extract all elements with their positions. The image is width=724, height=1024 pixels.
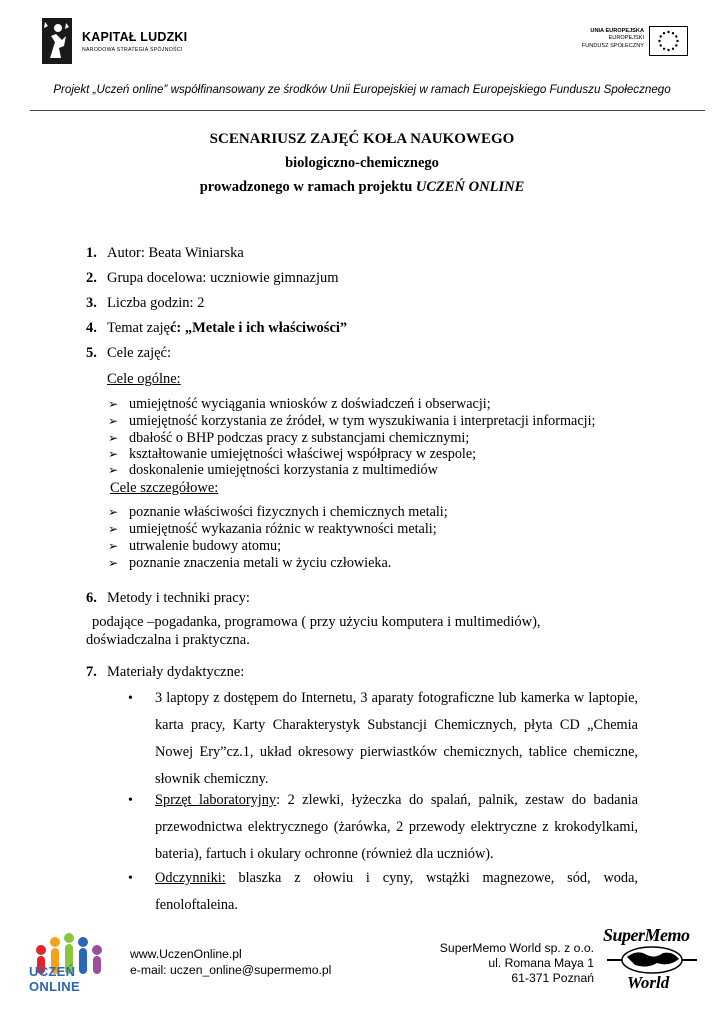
eu-star-icon xyxy=(663,32,665,34)
uczen-online-logo xyxy=(27,930,119,998)
item-number: 7. xyxy=(86,664,97,680)
item-text: Temat zaję xyxy=(107,320,170,336)
eu-line1: UNIA EUROPEJSKA xyxy=(590,28,644,34)
item-number: 3. xyxy=(86,295,97,311)
footer-city: 61-371 Poznań xyxy=(511,971,594,986)
item-text: Grupa docelowa: uczniowie gimnazjum xyxy=(107,270,339,286)
item-number: 6. xyxy=(86,590,97,606)
list-item-goals xyxy=(86,345,171,362)
world-logo-text: World xyxy=(627,973,670,992)
material-item-reagents xyxy=(128,865,638,919)
eu-flag-icon xyxy=(649,26,688,56)
list-item-materials xyxy=(86,664,244,681)
subtitle-project-name: UCZEŃ ONLINE xyxy=(415,179,525,195)
eu-star-icon xyxy=(660,44,662,46)
bullet-dot-icon: • xyxy=(128,793,133,808)
kapital-ludzki-title: KAPITAŁ LUDZKI xyxy=(82,30,188,44)
list-item-methods xyxy=(86,590,250,607)
general-goal-item: ➢ umiejętność wyciągania wniosków z doświadczeń i obserwacji; xyxy=(108,396,491,412)
lab-equipment-label: Sprzęt laboratoryjny xyxy=(155,792,277,808)
kapital-ludzki-emblem-icon xyxy=(42,18,72,64)
arrow-bullet-icon: ➢ xyxy=(108,522,119,536)
eu-logo xyxy=(566,26,688,62)
footer-contact xyxy=(130,947,331,978)
eu-line2: EUROPEJSKI xyxy=(608,35,644,42)
document-title: SCENARIUSZ ZAJĘĆ KOŁA NAUKOWEGO xyxy=(209,131,515,147)
globe-icon xyxy=(607,945,697,975)
arrow-bullet-icon: ➢ xyxy=(108,463,119,477)
bullet-dot-icon: • xyxy=(128,871,133,886)
kapital-ludzki-subtitle: NARODOWA STRATEGIA SPÓJNOŚCI xyxy=(82,47,183,53)
eu-star-icon xyxy=(667,49,669,51)
material-item-equipment: • 3 laptopy z dostępem do Internetu, 3 aparaty fotograficzne lub kamerka w laptopie, karta pracy, Karty Charakterystyk Substancji Chemicznych, płyta CD „Chemia Nowej Ery”cz.1, układ okresowy pierwiastków chemicznych, tablice chemiczne, słownik chemiczny. xyxy=(128,685,638,793)
arrow-bullet-icon: ➢ xyxy=(108,414,119,428)
topic-title: ć: „Metale i ich właściwości” xyxy=(169,320,348,336)
project-cofinancing-line: Projekt „Uczeń online” współfinansowany ze środków Unii Europejskiej w ramach Europejskiego Funduszu Społecznego xyxy=(53,83,671,96)
eu-star-icon xyxy=(667,31,669,33)
general-goals-label: Cele ogólne: xyxy=(107,371,181,387)
eu-star-icon xyxy=(675,35,677,37)
general-goal-item: ➢ kształtowanie umiejętności właściwej współpracy w zespole; xyxy=(108,446,477,462)
item-text: Metody i techniki pracy: xyxy=(107,590,250,606)
header-divider xyxy=(30,110,705,111)
reagents-text: blaszka z ołowiu i cyny, wstążki magnezowe, sód, woda, fenoloftaleina. xyxy=(155,870,638,913)
specific-goal-item: ➢ umiejętność wykazania różnic w reaktywności metali; xyxy=(108,521,437,537)
reagents-label: Odczynniki: xyxy=(155,870,226,886)
item-text: Autor: Beata Winiarska xyxy=(107,245,244,261)
item-number: 5. xyxy=(86,345,97,361)
document-subtitle: biologiczno-chemicznego xyxy=(285,155,439,171)
material-item-lab xyxy=(128,787,638,868)
arrow-bullet-icon: ➢ xyxy=(108,431,119,445)
item-text: Materiały dydaktyczne: xyxy=(107,664,245,680)
general-goal-item: ➢ doskonalenie umiejętności korzystania z multimediów xyxy=(108,462,438,478)
eu-star-icon xyxy=(660,35,662,37)
item-number: 4. xyxy=(86,320,97,336)
item-text: Liczba godzin: 2 xyxy=(107,295,205,311)
arrow-bullet-icon: ➢ xyxy=(108,397,119,411)
subtitle-prefix: prowadzonego w ramach projektu xyxy=(199,179,416,195)
eu-star-icon xyxy=(658,40,660,42)
footer-address xyxy=(440,941,594,987)
item-text: Cele zajęć: xyxy=(107,345,171,361)
lab-equipment-text: : 2 zlewki, łyżeczka do spalań, palnik, zestaw do badania przewodnictwa elektrycznego (żarówka, 2 przewody elektryczne z krokodylkami, bateria), fartuch i okulary ochronne (również dla uczniów). xyxy=(155,792,638,862)
eu-star-icon xyxy=(675,44,677,46)
arrow-bullet-icon: ➢ xyxy=(108,447,119,461)
list-item-author xyxy=(86,245,244,262)
arrow-bullet-icon: ➢ xyxy=(108,556,119,570)
eu-star-icon xyxy=(676,40,678,42)
list-item-topic xyxy=(86,320,347,337)
document-subtitle-project xyxy=(0,179,724,196)
eu-star-icon xyxy=(672,48,674,50)
arrow-bullet-icon: ➢ xyxy=(108,505,119,519)
specific-goals-label: Cele szczegółowe: xyxy=(110,480,219,496)
eu-logo-text xyxy=(582,28,644,50)
footer-company: SuperMemo World sp. z o.o. xyxy=(439,941,594,955)
eu-star-icon xyxy=(663,48,665,50)
uczen-online-logo-text: UCZEŃ ONLINE xyxy=(29,964,80,994)
methods-line-2: doświadczalna i praktyczna. xyxy=(86,632,250,648)
supermemo-logo-text: SuperMemo xyxy=(603,925,690,945)
list-item-hours xyxy=(86,295,204,312)
kapital-ludzki-logo xyxy=(42,18,212,66)
footer-street: ul. Romana Maya 1 xyxy=(488,956,594,971)
specific-goal-item: ➢ poznanie właściwości fizycznych i chemicznych metali; xyxy=(108,504,448,520)
footer-website[interactable]: www.UczenOnline.pl xyxy=(130,947,242,961)
eu-star-icon xyxy=(672,32,674,34)
footer-email[interactable]: e-mail: uczen_online@supermemo.pl xyxy=(130,962,332,977)
item-number: 2. xyxy=(86,270,97,286)
bullet-dot-icon: • xyxy=(128,691,133,706)
list-item-target-group xyxy=(86,270,339,287)
supermemo-world-logo xyxy=(603,923,703,999)
general-goal-item: ➢ dbałość o BHP podczas pracy z substancjami chemicznymi; xyxy=(108,430,470,446)
eu-line3: FUNDUSZ SPOŁECZNY xyxy=(581,42,644,49)
specific-goal-item: ➢ utrwalenie budowy atomu; xyxy=(108,538,282,554)
item-number: 1. xyxy=(86,245,97,261)
arrow-bullet-icon: ➢ xyxy=(108,539,119,553)
methods-line-1: podające –pogadanka, programowa ( przy użyciu komputera i multimediów), xyxy=(92,614,541,630)
specific-goal-item: ➢ poznanie znaczenia metali w życiu człowieka. xyxy=(108,555,392,571)
general-goal-item: ➢ umiejętność korzystania ze źródeł, w tym wyszukiwania i interpretacji informacji; xyxy=(108,413,596,429)
